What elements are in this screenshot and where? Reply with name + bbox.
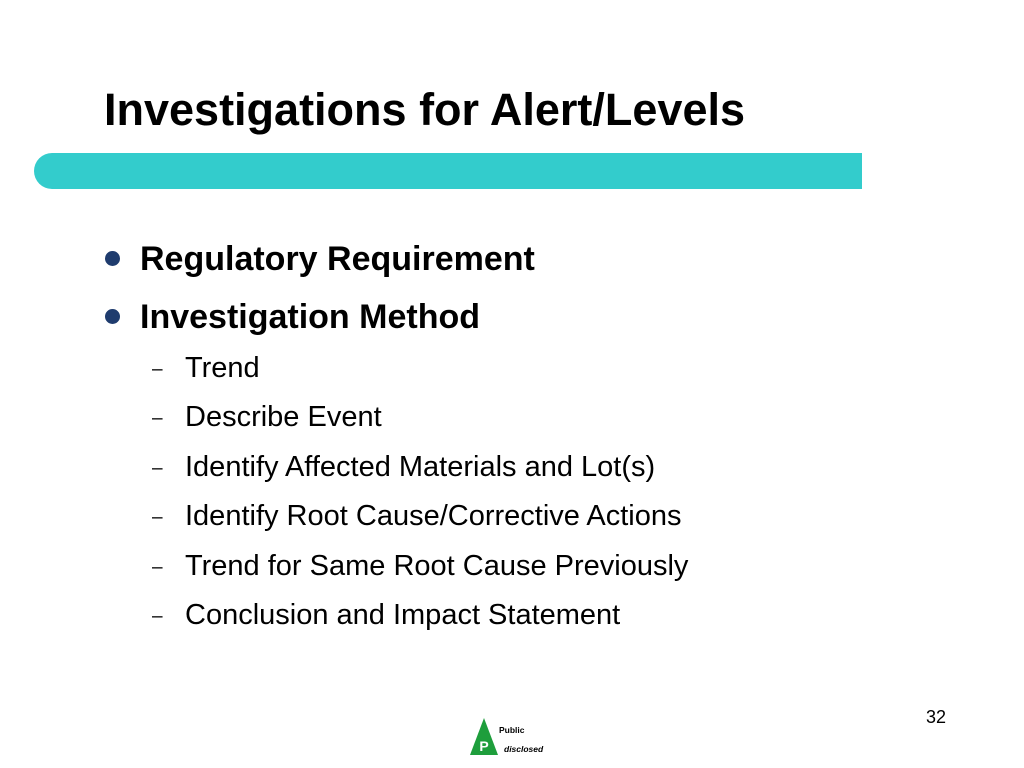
sub-bullet-label: Identify Root Cause/Corrective Actions (185, 500, 682, 533)
stamp-line1: Public (499, 725, 525, 735)
dash-icon: – (152, 457, 163, 479)
dash-icon: – (152, 556, 163, 578)
bullet-label: Investigation Method (140, 298, 480, 336)
sub-bullet-label: Conclusion and Impact Statement (185, 598, 621, 631)
bullet-label: Regulatory Requirement (140, 240, 535, 278)
sub-bullet-item (100, 397, 688, 446)
title-underline-bar (34, 153, 862, 189)
dash-icon: – (152, 605, 163, 627)
sub-bullet-group (100, 348, 688, 644)
bullet-item (100, 232, 688, 290)
bullet-list (100, 232, 688, 644)
dash-icon: – (152, 507, 163, 529)
bullet-item (100, 290, 688, 348)
page-number: 32 (925, 707, 946, 727)
dash-icon: – (152, 359, 163, 380)
sub-bullet-label: Trend for Same Root Cause Previously (185, 549, 689, 582)
bullet-dot-icon (105, 309, 120, 324)
sub-bullet-item (100, 496, 688, 545)
sub-bullet-item (100, 348, 688, 397)
bullet-dot-icon (105, 251, 120, 266)
dash-icon: – (152, 408, 163, 430)
sub-bullet-item (100, 595, 688, 644)
sub-bullet-label: Identify Affected Materials and Lot(s) (185, 450, 656, 483)
stamp-line2: disclosed (504, 744, 544, 754)
slide-title: Investigations for Alert/Levels (104, 84, 746, 135)
sub-bullet-item (100, 546, 688, 595)
sub-bullet-label: Trend (185, 352, 260, 384)
sub-bullet-label: Describe Event (185, 401, 382, 434)
public-disclosed-stamp (470, 718, 560, 758)
sub-bullet-item (100, 447, 688, 496)
stamp-letter: P (479, 738, 489, 754)
sub-bullet-list (100, 348, 688, 644)
